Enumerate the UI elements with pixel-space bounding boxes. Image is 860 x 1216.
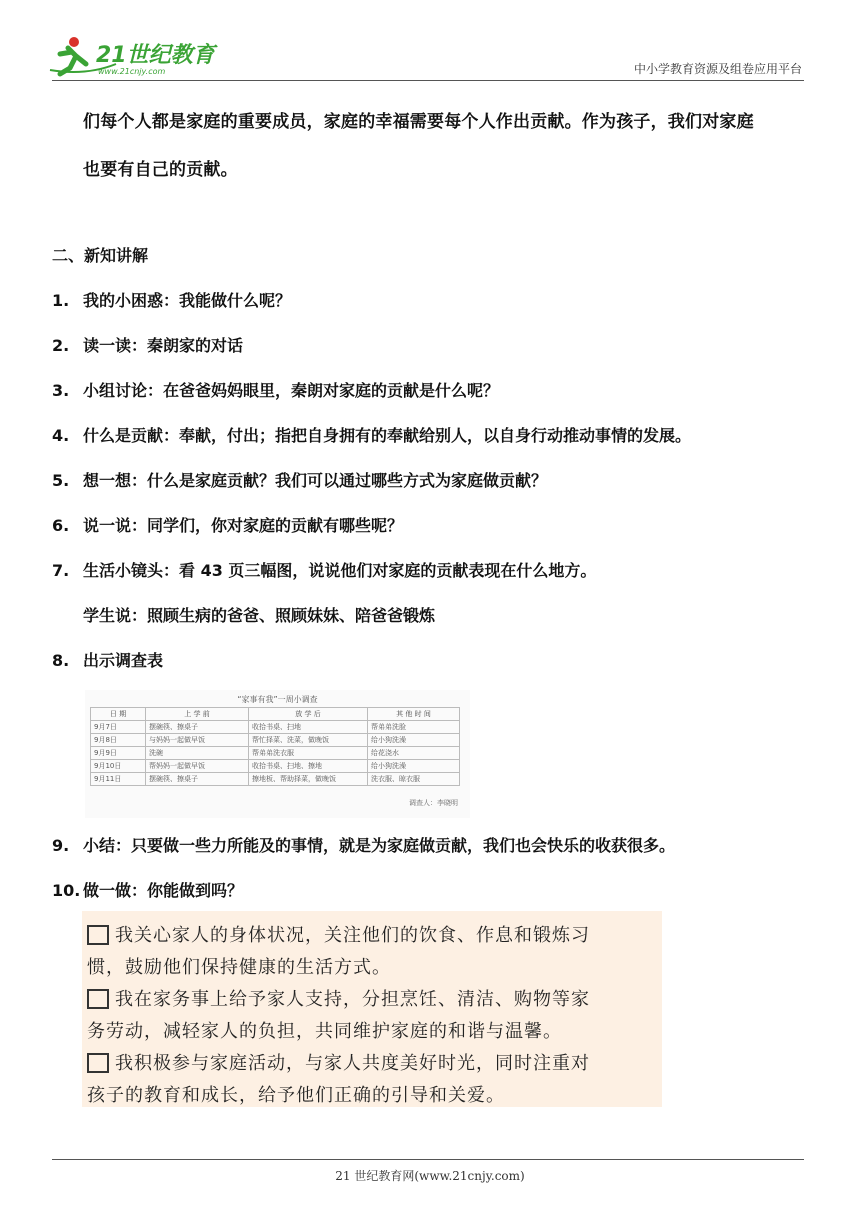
checkbox[interactable] (87, 1053, 109, 1073)
list-item (52, 558, 596, 581)
checklist-item (87, 985, 590, 1011)
list-item (52, 648, 163, 671)
logo-text: 21世纪教育 (96, 43, 215, 68)
item-text: 想一想：什么是家庭贡献？我们可以通过哪些方式为家庭做贡献？ (83, 471, 548, 490)
list-item (52, 468, 547, 491)
list-item (52, 288, 291, 311)
survey-cell: 洗衣服、晾衣服 (368, 773, 460, 786)
survey-cell: 9月7日 (91, 721, 146, 734)
survey-cell: 9月11日 (91, 773, 146, 786)
footer-text: 21 世纪教育网(www.21cnjy.com) (335, 1169, 525, 1183)
item-number: 2. (52, 336, 70, 355)
item-text: 说一说：同学们，你对家庭的贡献有哪些呢？ (83, 516, 404, 535)
section-title: 二、新知讲解 (52, 246, 149, 265)
item-text: 读一读：秦朗家的对话 (83, 336, 244, 355)
item-number: 1. (52, 291, 70, 310)
item-text: 小组讨论：在爸爸妈妈眼里，秦朗对家庭的贡献是什么呢？ (83, 381, 500, 400)
logo-url: www.21cnjy.com (98, 67, 166, 76)
checklist-item (87, 921, 590, 947)
survey-cell: 9月8日 (91, 734, 146, 747)
survey-signer: 调查人：李晓明 (409, 799, 458, 807)
checklist-continuation: 惯，鼓励他们保持健康的生活方式。 (87, 957, 391, 978)
checklist-continuation: 务劳动，减轻家人的负担，共同维护家庭的和谐与温馨。 (87, 1021, 562, 1042)
checkbox[interactable] (87, 989, 109, 1009)
table-row (91, 734, 460, 747)
list-item (52, 423, 691, 446)
checkbox[interactable] (87, 925, 109, 945)
item-text: 生活小镜头：看 43 页三幅图，说说他们对家庭的贡献表现在什么地方。 (83, 561, 597, 580)
item-number: 8. (52, 651, 70, 670)
survey-cell: 收拾书桌、扫地 (249, 721, 368, 734)
survey-title: “家事有我”一周小调查 (237, 695, 318, 704)
survey-cell: 洗碗 (146, 747, 249, 760)
survey-table (90, 707, 460, 786)
list-item (52, 833, 675, 856)
header-platform-text: 中小学教育资源及组卷应用平台 (633, 62, 802, 76)
checklist-text: 我在家务事上给予家人支持，分担烹饪、清洁、购物等家 (115, 989, 590, 1010)
survey-cell: 帮弟弟洗衣服 (249, 747, 368, 760)
item-number: 5. (52, 471, 70, 490)
item-number: 3. (52, 381, 70, 400)
footer-divider (52, 1159, 804, 1160)
survey-cell: 给花浇水 (368, 747, 460, 760)
survey-cell: 9月10日 (91, 760, 146, 773)
item-number: 9. (52, 836, 70, 855)
site-logo (46, 34, 236, 78)
item-number: 7. (52, 561, 70, 580)
runner-logo-icon (46, 34, 236, 78)
survey-cell: 摆碗筷、擦桌子 (146, 773, 249, 786)
survey-cell: 与妈妈一起做早饭 (146, 734, 249, 747)
table-row (91, 721, 460, 734)
survey-header-row (91, 708, 460, 721)
intro-line-1: 们每个人都是家庭的重要成员，家庭的幸福需要每个人作出贡献。作为孩子，我们对家庭 (83, 112, 754, 132)
checklist-item (87, 1049, 590, 1075)
survey-cell: 给小狗洗澡 (368, 734, 460, 747)
checklist-text: 我关心家人的身体状况，关注他们的饮食、作息和锻炼习 (115, 925, 590, 946)
survey-cell: 帮弟弟洗脸 (368, 721, 460, 734)
table-row (91, 747, 460, 760)
survey-header: 其 他 时 间 (368, 708, 460, 721)
intro-line-2: 也要有自己的贡献。 (83, 160, 238, 180)
checklist-panel (82, 911, 662, 1107)
list-item (52, 878, 243, 901)
checklist-text: 我积极参与家庭活动，与家人共度美好时光，同时注重对 (115, 1053, 590, 1074)
item-number: 4. (52, 426, 70, 445)
survey-cell: 擦地板、帮助择菜，做晚饭 (249, 773, 368, 786)
survey-cell: 摆碗筷、擦桌子 (146, 721, 249, 734)
item-text: 出示调查表 (83, 651, 164, 670)
list-item (52, 333, 243, 356)
item-text: 我的小困惑：我能做什么呢？ (83, 291, 292, 310)
survey-header: 日 期 (91, 708, 146, 721)
item-number: 10. (52, 881, 81, 900)
list-item (52, 378, 499, 401)
survey-cell: 收拾书桌、扫地、擦地 (249, 760, 368, 773)
survey-cell: 帮忙择菜、洗菜，做晚饭 (249, 734, 368, 747)
list-item (52, 513, 403, 536)
survey-cell: 9月9日 (91, 747, 146, 760)
item-text: 做一做：你能做到吗？ (83, 881, 244, 900)
header-divider (52, 80, 804, 81)
survey-cell: 帮妈妈一起做早饭 (146, 760, 249, 773)
item-text: 什么是贡献：奉献，付出；指把自身拥有的奉献给别人，以自身行动推动事情的发展。 (83, 426, 692, 445)
checklist-continuation: 孩子的教育和成长，给予他们正确的引导和关爱。 (87, 1085, 505, 1106)
survey-header: 放 学 后 (249, 708, 368, 721)
item-text: 小结：只要做一些力所能及的事情，就是为家庭做贡献，我们也会快乐的收获很多。 (83, 836, 676, 855)
item-7-subline: 学生说：照顾生病的爸爸、照顾妹妹、陪爸爸锻炼 (83, 606, 436, 625)
table-row (91, 773, 460, 786)
survey-table-image (85, 690, 470, 818)
survey-header: 上 学 前 (146, 708, 249, 721)
item-number: 6. (52, 516, 70, 535)
survey-cell: 给小狗洗澡 (368, 760, 460, 773)
table-row (91, 760, 460, 773)
